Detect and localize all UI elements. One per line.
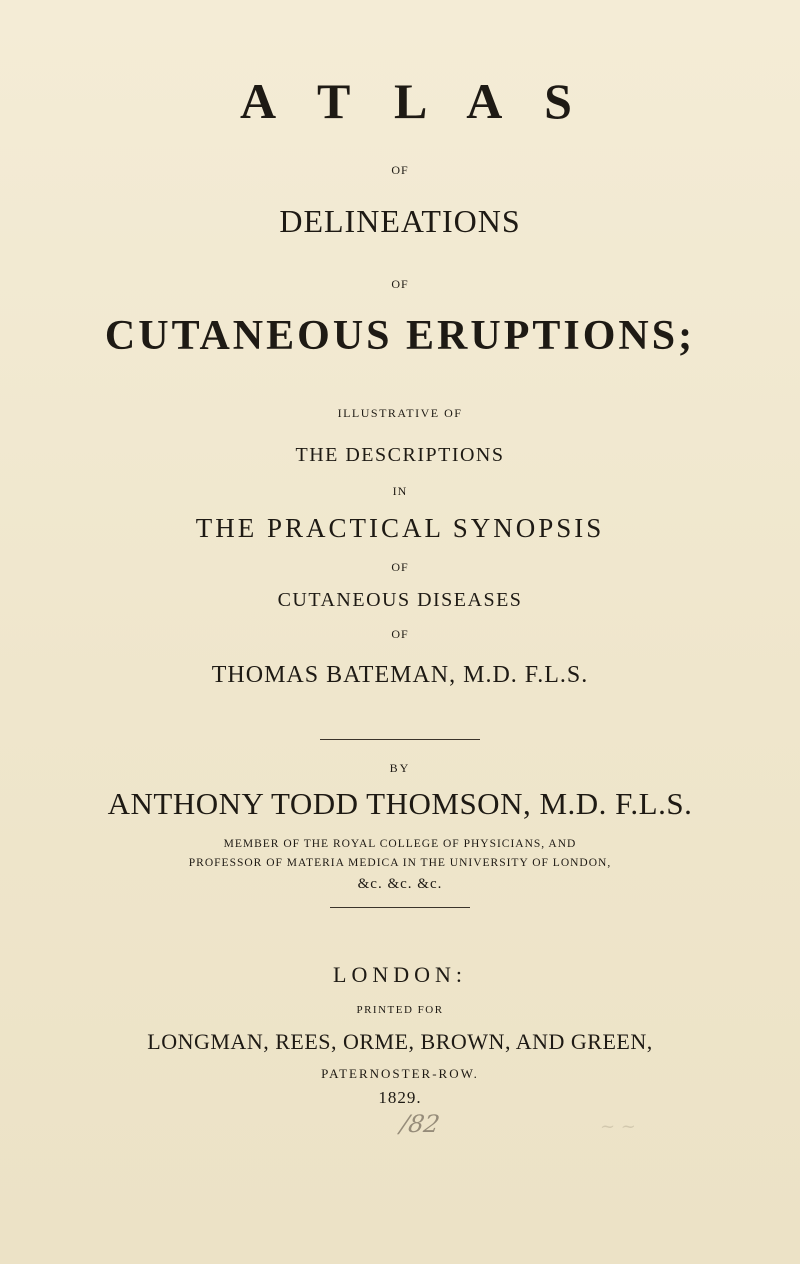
original-author: THOMAS BATEMAN, M.D. F.L.S. <box>211 662 589 688</box>
etc-line: &c. &c. &c. <box>357 876 443 892</box>
publication-year: 1829. <box>378 1088 422 1107</box>
illustrative-line: ILLUSTRATIVE OF <box>337 406 463 420</box>
publisher-address: PATERNOSTER-ROW. <box>321 1066 479 1081</box>
author-name: ANTHONY TODD THOMSON, M.D. F.L.S. <box>107 786 693 821</box>
connector-of: OF <box>391 277 409 291</box>
by-line: BY <box>389 761 411 775</box>
printed-for: PRINTED FOR <box>356 1004 444 1016</box>
author-credential: PROFESSOR OF MATERIA MEDICA IN THE UNIVERSITY OF LONDON, <box>188 857 612 869</box>
imprint-place: LONDON: <box>333 962 467 987</box>
diseases-line: CUTANEOUS DISEASES <box>277 589 523 611</box>
faint-pencil-mark: ~ ~ <box>600 1116 636 1137</box>
synopsis-title: THE PRACTICAL SYNOPSIS <box>195 513 605 543</box>
connector-of: OF <box>391 627 409 641</box>
divider-rule <box>320 739 480 740</box>
author-credential: MEMBER OF THE ROYAL COLLEGE OF PHYSICIANS, AND <box>223 838 577 850</box>
connector-in: IN <box>392 484 408 498</box>
publisher: LONGMAN, REES, ORME, BROWN, AND GREEN, <box>147 1029 653 1054</box>
main-subject: CUTANEOUS ERUPTIONS; <box>104 313 696 359</box>
connector-of: OF <box>391 560 409 574</box>
descriptions-line: THE DESCRIPTIONS <box>295 444 505 466</box>
connector-of: OF <box>391 163 409 177</box>
handwritten-note: /82 <box>398 1110 442 1138</box>
book-title: A T L A S <box>240 73 588 129</box>
subtitle: DELINEATIONS <box>279 203 521 239</box>
divider-rule <box>330 907 470 908</box>
